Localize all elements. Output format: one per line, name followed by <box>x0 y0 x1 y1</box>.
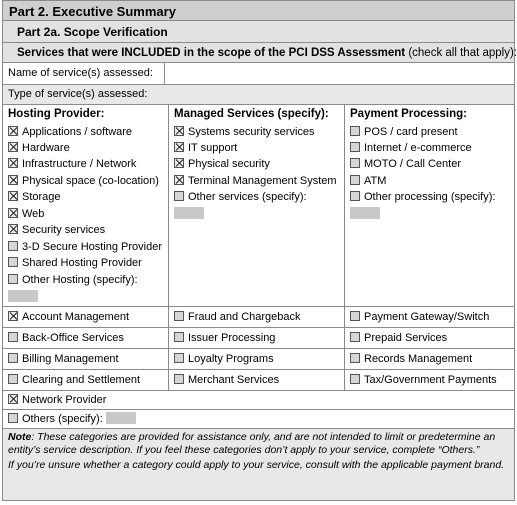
hosting-item-label: Applications / software <box>22 126 133 138</box>
hosting-provider-title: Hosting Provider: <box>8 108 105 120</box>
managed-services-column <box>168 105 345 307</box>
hosting-item[interactable] <box>8 240 162 254</box>
managed-services-title: Managed Services (specify): <box>174 108 329 120</box>
hosting-item[interactable] <box>8 223 105 237</box>
network-provider-label: Network Provider <box>22 394 107 406</box>
payment-item[interactable] <box>350 157 461 171</box>
hosting-item[interactable] <box>8 207 44 221</box>
checkbox[interactable] <box>8 208 18 218</box>
hosting-item-label: Physical space (co-location) <box>22 175 159 187</box>
payment-item-label: POS / card present <box>364 126 458 138</box>
hosting-item-label: Storage <box>22 191 61 203</box>
checkbox[interactable] <box>8 274 18 284</box>
checkbox[interactable] <box>174 175 184 185</box>
payment-item[interactable] <box>350 174 386 188</box>
category-cell[interactable] <box>344 328 514 348</box>
category-label: Back-Office Services <box>22 332 124 344</box>
category-label: Loyalty Programs <box>188 353 274 365</box>
checkbox[interactable] <box>174 191 184 201</box>
managed-item-label: Other services (specify): <box>188 191 307 203</box>
category-row <box>2 328 515 349</box>
other-hosting-input[interactable] <box>8 290 38 302</box>
hosting-item-label: Shared Hosting Provider <box>22 257 142 269</box>
service-name-label: Name of service(s) assessed: <box>8 67 153 79</box>
category-cell[interactable] <box>168 328 344 348</box>
checkbox[interactable] <box>8 142 18 152</box>
category-cell[interactable] <box>3 370 168 390</box>
hosting-item[interactable] <box>8 125 132 139</box>
category-label: Records Management <box>364 353 473 365</box>
checkbox[interactable] <box>8 311 18 321</box>
category-row <box>2 370 515 391</box>
managed-item[interactable] <box>174 174 337 188</box>
checkbox[interactable] <box>350 311 360 321</box>
category-cell[interactable] <box>3 307 168 327</box>
note-paragraph-2 <box>8 459 509 472</box>
hosting-item[interactable] <box>8 174 159 188</box>
category-cell[interactable] <box>168 349 344 369</box>
hosting-item[interactable] <box>8 157 136 171</box>
network-provider-row[interactable] <box>2 391 515 410</box>
hosting-item-label: Web <box>22 208 45 220</box>
managed-item-label: Systems security services <box>188 126 315 138</box>
payment-item[interactable] <box>350 141 472 155</box>
managed-item[interactable] <box>174 141 237 155</box>
managed-item-label: Terminal Management System <box>188 175 337 187</box>
payment-item-label: Internet / e-commerce <box>364 142 472 154</box>
category-label: Account Management <box>22 311 130 323</box>
hosting-item[interactable] <box>8 256 142 270</box>
checkbox[interactable] <box>174 311 184 321</box>
checkbox[interactable] <box>350 191 360 201</box>
hosting-item[interactable] <box>8 141 70 155</box>
hosting-item-label: Security services <box>22 224 106 236</box>
category-row <box>2 307 515 328</box>
service-name-row <box>2 63 515 85</box>
payment-item[interactable] <box>350 190 495 204</box>
note-text: : These categories are provided for assistance only, and are not intended to limit or predetermine an entity’s service description. If you feel these categories don’t apply to your service, complete “Others.” <box>8 431 496 456</box>
checkbox[interactable] <box>174 126 184 136</box>
checkbox[interactable] <box>8 332 18 342</box>
checkbox[interactable] <box>8 413 18 423</box>
checkbox[interactable] <box>8 191 18 201</box>
checkbox[interactable] <box>350 175 360 185</box>
category-label: Issuer Processing <box>188 332 276 344</box>
checkbox[interactable] <box>174 142 184 152</box>
checkbox[interactable] <box>350 332 360 342</box>
category-label: Tax/Government Payments <box>364 374 497 386</box>
category-cell[interactable] <box>344 370 514 390</box>
checkbox[interactable] <box>350 374 360 384</box>
checkbox[interactable] <box>174 158 184 168</box>
checkbox[interactable] <box>8 394 18 404</box>
category-label: Prepaid Services <box>364 332 448 344</box>
hosting-item[interactable] <box>8 190 61 204</box>
payment-item[interactable] <box>350 125 458 139</box>
payment-processing-column <box>344 105 515 307</box>
category-cell[interactable] <box>3 328 168 348</box>
checkbox[interactable] <box>8 224 18 234</box>
managed-item-label: Physical security <box>188 158 270 170</box>
checkbox[interactable] <box>8 175 18 185</box>
checkbox[interactable] <box>8 257 18 267</box>
category-cell[interactable] <box>344 349 514 369</box>
category-label: Merchant Services <box>188 374 280 386</box>
category-cell[interactable] <box>3 349 168 369</box>
managed-item[interactable] <box>174 125 315 139</box>
managed-item[interactable] <box>174 157 270 171</box>
checkbox[interactable] <box>174 353 184 363</box>
included-heading <box>2 43 515 63</box>
managed-item[interactable] <box>174 190 307 204</box>
payment-processing-title: Payment Processing: <box>350 108 467 120</box>
part-title: Part 2. Executive Summary <box>2 0 515 21</box>
other-services-input[interactable] <box>174 207 204 219</box>
checkbox[interactable] <box>350 126 360 136</box>
checkbox[interactable] <box>8 353 18 363</box>
checkbox[interactable] <box>8 158 18 168</box>
hosting-item-label: Hardware <box>22 142 70 154</box>
others-label: Others (specify): <box>22 413 103 425</box>
checkbox[interactable] <box>350 158 360 168</box>
category-row <box>2 349 515 370</box>
service-type-label: Type of service(s) assessed: <box>2 85 515 105</box>
hosting-item-label: Other Hosting (specify): <box>22 274 138 286</box>
hosting-item-label: Infrastructure / Network <box>22 158 137 170</box>
note-paragraph <box>8 431 509 456</box>
checkbox[interactable] <box>8 241 18 251</box>
hosting-provider-column <box>3 105 168 307</box>
checkbox[interactable] <box>8 126 18 136</box>
checkbox[interactable] <box>174 374 184 384</box>
hosting-item[interactable] <box>8 273 138 287</box>
note-text-2: If you’re unsure whether a category could apply to your service, consult with the applicable payment brand. <box>8 459 505 471</box>
others-row[interactable] <box>2 410 515 429</box>
service-name-divider <box>164 63 165 84</box>
part-subtitle: Part 2a. Scope Verification <box>2 21 515 43</box>
managed-item-label: IT support <box>188 142 238 154</box>
included-heading-suffix: (check all that apply): <box>405 47 517 59</box>
service-category-grid <box>2 105 515 307</box>
category-cell[interactable] <box>168 307 344 327</box>
others-input[interactable] <box>106 412 136 424</box>
category-label: Payment Gateway/Switch <box>364 311 490 323</box>
hosting-item-label: 3-D Secure Hosting Provider <box>22 241 163 253</box>
payment-item-label: MOTO / Call Center <box>364 158 461 170</box>
category-label: Clearing and Settlement <box>22 374 141 386</box>
checkbox[interactable] <box>8 374 18 384</box>
category-label: Billing Management <box>22 353 119 365</box>
note-box <box>2 429 515 501</box>
checkbox[interactable] <box>174 332 184 342</box>
category-cell[interactable] <box>168 370 344 390</box>
category-cell[interactable] <box>344 307 514 327</box>
payment-item-label: ATM <box>364 175 387 187</box>
checkbox[interactable] <box>350 353 360 363</box>
category-label: Fraud and Chargeback <box>188 311 301 323</box>
payment-item-label: Other processing (specify): <box>364 191 496 203</box>
included-heading-bold: Services that were INCLUDED in the scope of the PCI DSS Assessment <box>17 47 406 59</box>
note-lead: Note <box>8 431 32 443</box>
other-processing-input[interactable] <box>350 207 380 219</box>
checkbox[interactable] <box>350 142 360 152</box>
